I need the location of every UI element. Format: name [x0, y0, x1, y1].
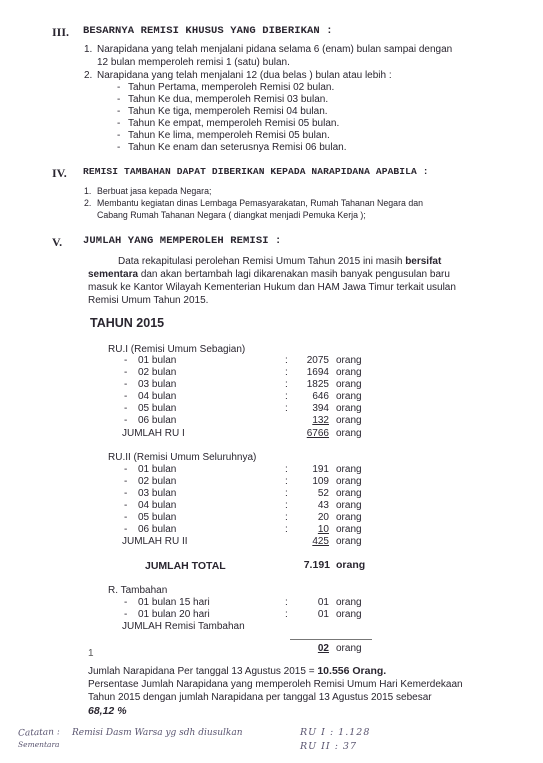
- row-label: 01 bulan 20 hari: [138, 609, 210, 620]
- summary-text: Jumlah Narapidana Per tanggal 13 Agustus 2015 =: [88, 666, 315, 677]
- row-label: 04 bulan: [138, 500, 177, 511]
- rt-total-unit: orang: [336, 643, 362, 654]
- s3-item1-line2: 12 bulan memperoleh remisi 1 (satu) bulan.: [97, 57, 290, 68]
- row-dash: -: [124, 597, 128, 608]
- row-colon: :: [285, 476, 288, 487]
- summary-total-inmates: 10.556 Orang.: [317, 665, 387, 677]
- row-dash: -: [124, 609, 128, 620]
- s5-paragraph-line4: Remisi Umum Tahun 2015.: [88, 295, 209, 306]
- row-dash: -: [124, 512, 128, 523]
- row-value: 394: [312, 403, 329, 414]
- list-bullet: -: [117, 142, 121, 153]
- row-label: 06 bulan: [138, 415, 177, 426]
- row-label: 02 bulan: [138, 476, 177, 487]
- note-status: Sementara: [18, 740, 60, 749]
- row-value: 109: [312, 476, 329, 487]
- row-unit: orang: [336, 464, 362, 475]
- list-bullet: -: [117, 82, 121, 93]
- row-label: JUMLAH RU I: [122, 428, 185, 439]
- row-value: 191: [312, 464, 329, 475]
- row-label: 03 bulan: [138, 488, 177, 499]
- row-label: 05 bulan: [138, 403, 177, 414]
- row-unit: orang: [336, 536, 362, 547]
- row-colon: :: [285, 488, 288, 499]
- row-label: 05 bulan: [138, 512, 177, 523]
- row-colon: :: [285, 597, 288, 608]
- row-colon: :: [285, 609, 288, 620]
- list-bullet: -: [117, 106, 121, 117]
- note-ru2-count: RU II : 37: [300, 741, 358, 752]
- s3-item2-number: 2.: [84, 70, 93, 81]
- section-4-title: REMISI TAMBAHAN DAPAT DIBERIKAN KEPADA NARAPIDANA APABILA :: [83, 166, 429, 177]
- row-colon: :: [285, 355, 288, 366]
- row-colon: :: [285, 512, 288, 523]
- row-dash: -: [124, 524, 128, 535]
- rt-total-value: 02: [317, 643, 329, 654]
- s4-item1-number: 1.: [84, 186, 92, 196]
- row-label: 06 bulan: [138, 524, 177, 535]
- row-value: 52: [317, 488, 329, 499]
- row-unit: orang: [336, 379, 362, 390]
- row-dash: -: [124, 403, 128, 414]
- row-unit: orang: [336, 403, 362, 414]
- ru2-heading: RU.II (Remisi Umum Seluruhnya): [108, 452, 257, 463]
- row-unit: orang: [336, 597, 362, 608]
- s3-item1-number: 1.: [84, 44, 93, 55]
- row-colon: :: [285, 403, 288, 414]
- s5-bold-text: sementara: [88, 269, 139, 280]
- row-value: 6766: [306, 428, 329, 439]
- row-unit: orang: [336, 524, 362, 535]
- section-3-title: BESARNYA REMISI KHUSUS YANG DIBERIKAN :: [83, 25, 333, 37]
- row-unit: orang: [336, 391, 362, 402]
- row-dash: -: [124, 355, 128, 366]
- summary-line3: Tahun 2015 dengan jumlah Narapidana per tanggal 13 Agustus 2015 sebesar: [88, 692, 432, 703]
- row-colon: :: [285, 500, 288, 511]
- year-heading: TAHUN 2015: [90, 316, 165, 330]
- row-label: 01 bulan 15 hari: [138, 597, 210, 608]
- row-unit: orang: [336, 367, 362, 378]
- list-item: Tahun Ke dua, memperoleh Remisi 03 bulan.: [128, 94, 329, 105]
- row-label: JUMLAH RU II: [122, 536, 188, 547]
- grand-total-label: JUMLAH TOTAL: [145, 560, 226, 572]
- row-dash: -: [124, 379, 128, 390]
- row-value: 20: [317, 512, 329, 523]
- grand-total-unit: orang: [336, 559, 366, 571]
- row-value: 10: [317, 524, 329, 535]
- list-item: Tahun Ke lima, memperoleh Remisi 05 bulan.: [128, 130, 330, 141]
- s4-item2-line2: Cabang Rumah Tahanan Negara ( diangkat menjadi Pemuka Kerja );: [97, 210, 366, 220]
- row-value: 646: [312, 391, 329, 402]
- row-value: 1694: [306, 367, 329, 378]
- s5-bold-text: bersifat: [405, 256, 442, 267]
- note-ru1-count: RU I : 1.128: [300, 727, 371, 738]
- row-label: 01 bulan: [138, 464, 177, 475]
- row-dash: -: [124, 476, 128, 487]
- row-dash: -: [124, 488, 128, 499]
- total-divider-line: [290, 639, 372, 640]
- row-colon: :: [285, 379, 288, 390]
- list-item: Tahun Ke enam dan seterusnya Remisi 06 bulan.: [128, 142, 347, 153]
- row-label: 03 bulan: [138, 379, 177, 390]
- row-unit: orang: [336, 609, 362, 620]
- row-unit: orang: [336, 476, 362, 487]
- row-unit: orang: [336, 415, 362, 426]
- row-colon: :: [285, 524, 288, 535]
- row-dash: -: [124, 415, 128, 426]
- rt-total-label: JUMLAH Remisi Tambahan: [122, 621, 245, 632]
- rt-heading: R. Tambahan: [108, 585, 168, 596]
- row-dash: -: [124, 391, 128, 402]
- note-text: Remisi Dasm Warsa yg sdh diusulkan: [72, 728, 243, 738]
- s4-item2-number: 2.: [84, 198, 92, 208]
- row-unit: orang: [336, 428, 362, 439]
- stray-mark: 1: [88, 648, 94, 659]
- section-5-title: JUMLAH YANG MEMPEROLEH REMISI :: [83, 235, 282, 247]
- row-colon: :: [285, 464, 288, 475]
- row-colon: :: [285, 367, 288, 378]
- s5-text: Data rekapitulasi perolehan Remisi Umum Tahun 2015 ini masih: [118, 256, 403, 267]
- row-value: 132: [312, 415, 329, 426]
- grand-total-value: 7.191: [303, 559, 330, 571]
- s5-text: dan akan bertambah lagi dikarenakan masih banyak pengusulan baru: [140, 269, 450, 280]
- row-value: 425: [312, 536, 329, 547]
- row-dash: -: [124, 500, 128, 511]
- row-value: 01: [317, 597, 329, 608]
- row-unit: orang: [336, 488, 362, 499]
- list-item: Tahun Pertama, memperoleh Remisi 02 bulan.: [128, 82, 335, 93]
- summary-line2: Persentase Jumlah Narapidana yang memperoleh Remisi Umum Hari Kemerdekaan: [88, 679, 463, 690]
- row-dash: -: [124, 464, 128, 475]
- row-unit: orang: [336, 500, 362, 511]
- note-heading: Catatan :: [17, 727, 61, 739]
- s5-paragraph-line3: masuk ke Kantor Wilayah Kementerian Hukum dan HAM Jawa Timur terkait usulan: [88, 282, 456, 293]
- row-unit: orang: [336, 512, 362, 523]
- s3-item2-line1: Narapidana yang telah menjalani 12 (dua belas ) bulan atau lebih :: [97, 70, 392, 81]
- s4-item2-line1: Membantu kegiatan dinas Lembaga Pemasyarakatan, Rumah Tahanan Negara dan: [97, 198, 424, 208]
- row-value: 43: [317, 500, 329, 511]
- s3-item1-line1: Narapidana yang telah menjalani pidana selama 6 (enam) bulan sampai dengan: [97, 44, 453, 55]
- list-item: Tahun Ke tiga, memperoleh Remisi 04 bulan.: [128, 106, 328, 117]
- row-value: 1825: [306, 379, 329, 390]
- list-item: Tahun Ke empat, memperoleh Remisi 05 bulan.: [128, 118, 340, 129]
- section-5-number: V.: [52, 235, 63, 249]
- ru1-heading: RU.I (Remisi Umum Sebagian): [108, 344, 246, 355]
- row-colon: :: [285, 391, 288, 402]
- s5-paragraph-line1: [118, 256, 441, 267]
- section-3-number: III.: [52, 25, 70, 39]
- summary-percentage: 68,12 %: [88, 705, 127, 717]
- s4-item1: Berbuat jasa kepada Negara;: [97, 186, 212, 196]
- row-label: 04 bulan: [138, 391, 177, 402]
- row-label: 01 bulan: [138, 355, 177, 366]
- list-bullet: -: [117, 118, 121, 129]
- summary-line1: [88, 665, 386, 677]
- row-value: 01: [317, 609, 329, 620]
- row-unit: orang: [336, 355, 362, 366]
- row-label: 02 bulan: [138, 367, 177, 378]
- s5-paragraph-line2: [88, 269, 450, 280]
- list-bullet: -: [117, 94, 121, 105]
- list-bullet: -: [117, 130, 121, 141]
- row-dash: -: [124, 367, 128, 378]
- section-4-number: IV.: [52, 166, 67, 180]
- row-value: 2075: [306, 355, 329, 366]
